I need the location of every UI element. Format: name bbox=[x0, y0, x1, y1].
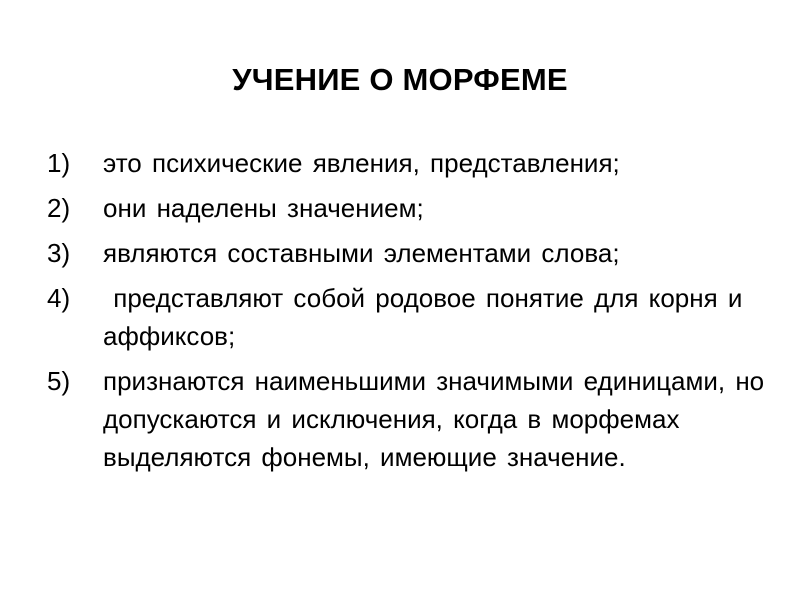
list-item-number: 3) bbox=[47, 238, 71, 268]
slide-title: УЧЕНИЕ О МОРФЕМЕ bbox=[232, 62, 568, 97]
list-item-text: это психические явления, представления; bbox=[103, 148, 620, 178]
list-item bbox=[47, 144, 767, 182]
list-item bbox=[47, 362, 767, 476]
list-item bbox=[47, 279, 767, 355]
list-item-text: признаются наименьшими значимыми единицами, но допускаются и исключения, когда в морфемах выделяются фонемы, имеющие значение. bbox=[103, 366, 765, 472]
list-item-number: 4) bbox=[47, 283, 71, 313]
list-item-number: 5) bbox=[47, 366, 71, 396]
list-item-text: представляют собой родовое понятие для корня и аффиксов; bbox=[103, 283, 753, 351]
list-item-text: они наделены значением; bbox=[103, 193, 424, 223]
numbered-list bbox=[47, 144, 767, 483]
list-item bbox=[47, 189, 767, 227]
list-item-text: являются составными элементами слова; bbox=[103, 238, 620, 268]
list-item-number: 2) bbox=[47, 193, 71, 223]
list-item-number: 1) bbox=[47, 148, 71, 178]
list-item bbox=[47, 234, 767, 272]
